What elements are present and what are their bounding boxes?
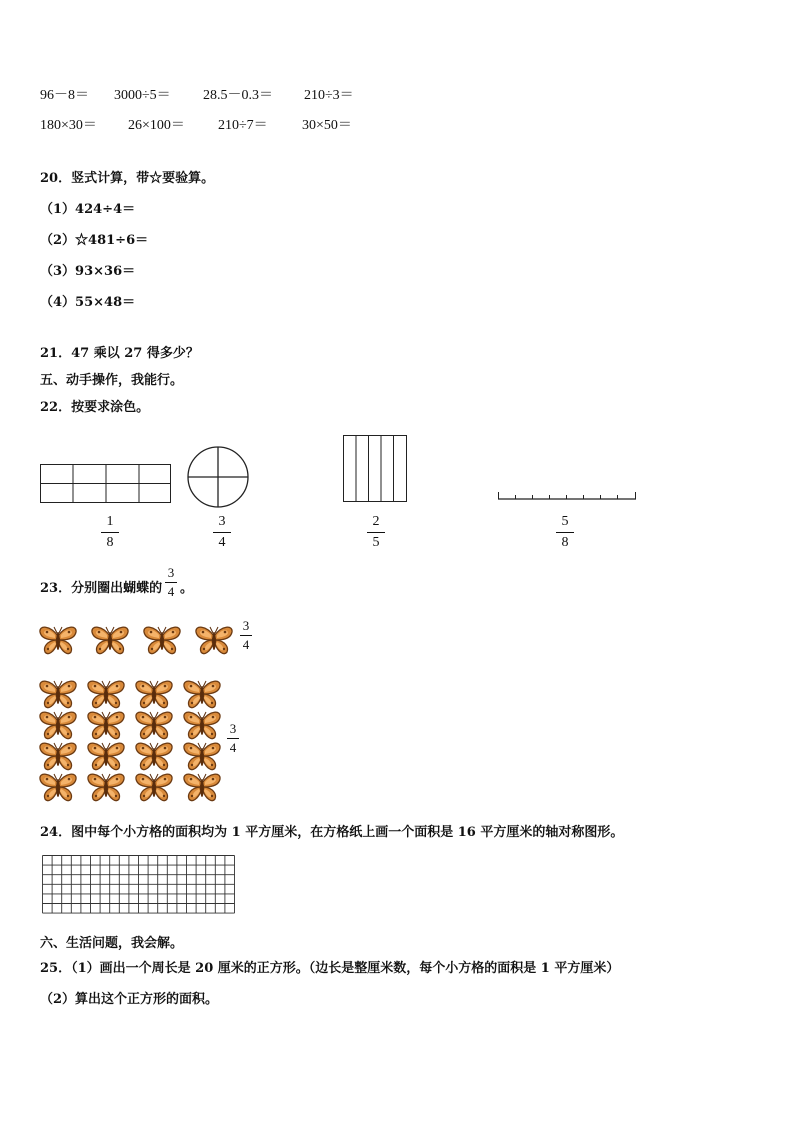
- butterfly-icon: [92, 627, 128, 654]
- fraction-numerator: 3: [218, 514, 226, 529]
- q25-part1: 25．（1）画出一个周长是 20 厘米的正方形。（边长是整厘米数，每个小方格的面积是 1 平方厘米）: [40, 961, 620, 976]
- q23-title-fraction: [164, 566, 178, 599]
- oral-calc-5: 180×30＝: [40, 118, 97, 133]
- group1-fraction: [239, 619, 253, 652]
- fraction-denominator: 8: [561, 535, 569, 550]
- circle-quarters-figure: [187, 446, 249, 508]
- oral-calc-1: 96－8＝: [40, 88, 89, 103]
- fraction-numerator: 5: [561, 514, 569, 529]
- fraction-denominator: 4: [229, 740, 237, 755]
- section5-title: 五、动手操作，我能行。: [40, 373, 184, 388]
- fraction-five-eighths: [555, 514, 575, 551]
- butterfly-icon: [40, 627, 76, 654]
- oral-calc-2: 3000÷5＝: [114, 88, 171, 103]
- fraction-denominator: 4: [167, 584, 175, 599]
- fraction-denominator: 5: [372, 535, 380, 550]
- line-segment-eighths-figure: [498, 490, 638, 502]
- q20-item-3: （3）93×36＝: [40, 264, 136, 279]
- fraction-one-eighth: [100, 514, 120, 551]
- oral-calc-3: 28.5－0.3＝: [203, 88, 273, 103]
- fraction-numerator: 3: [167, 565, 175, 580]
- oral-calc-4: 210÷3＝: [304, 88, 354, 103]
- section6-title: 六、生活问题，我会解。: [40, 936, 184, 951]
- q25-part2: （2）算出这个正方形的面积。: [40, 992, 219, 1007]
- fraction-denominator: 8: [106, 535, 114, 550]
- oral-calc-8: 30×50＝: [302, 118, 352, 133]
- rectangle-eighths-figure: [40, 464, 172, 504]
- butterfly-icon: [144, 627, 180, 654]
- square-grid-paper[interactable]: [42, 855, 236, 919]
- fraction-numerator: 2: [372, 514, 380, 529]
- q20-title: 20．竖式计算，带☆要验算。: [40, 171, 215, 186]
- butterfly-icon: [196, 627, 232, 654]
- fraction-numerator: 3: [229, 721, 237, 736]
- q20-item-1: （1）424÷4＝: [40, 202, 136, 217]
- oral-calc-7: 210÷7＝: [218, 118, 268, 133]
- q24-title: 24．图中每个小方格的面积均为 1 平方厘米，在方格纸上画一个面积是 16 平方厘米的轴对称图形。: [40, 825, 624, 840]
- fraction-denominator: 4: [218, 535, 226, 550]
- fraction-denominator: 4: [242, 637, 250, 652]
- q23-title-suffix: 。: [180, 581, 194, 596]
- fraction-two-fifths: [366, 514, 386, 551]
- fraction-three-quarters: [212, 514, 232, 551]
- fraction-numerator: 1: [106, 514, 114, 529]
- q20-item-4: （4）55×48＝: [40, 295, 136, 310]
- butterfly-group-1: [38, 623, 243, 659]
- q20-item-2: （2）☆481÷6＝: [40, 233, 149, 248]
- rectangle-fifths-figure: [343, 435, 408, 503]
- butterfly-group-2: [38, 677, 228, 805]
- q22-title: 22．按要求涂色。: [40, 400, 150, 415]
- q23-title: 23．分别圈出蝴蝶的: [40, 581, 163, 596]
- fraction-numerator: 3: [242, 618, 250, 633]
- oral-calc-6: 26×100＝: [128, 118, 185, 133]
- q21-title: 21．47 乘以 27 得多少？: [40, 346, 199, 361]
- group2-fraction: [226, 722, 240, 755]
